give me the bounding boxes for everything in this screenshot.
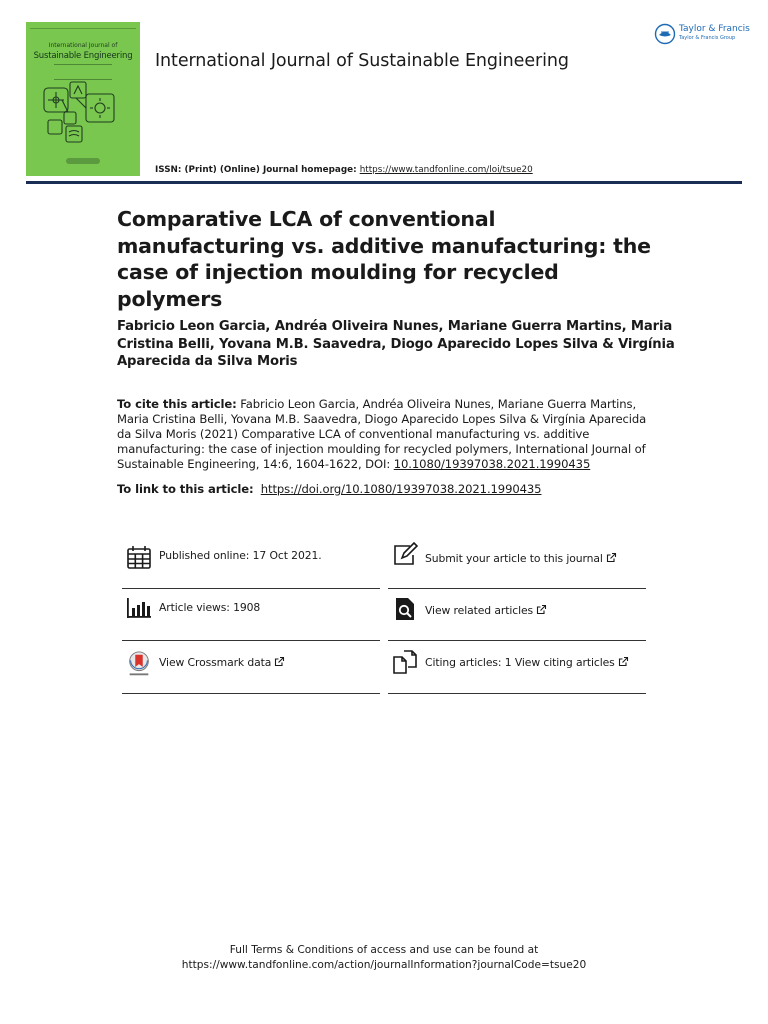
submit-article-text: Submit your article to this journal (425, 552, 603, 565)
crossmark-link[interactable] (159, 656, 285, 669)
external-link-icon (606, 552, 617, 563)
terms-url[interactable]: https://www.tandfonline.com/action/journalInformation?journalCode=tsue20 (181, 958, 587, 971)
edit-pencil-icon (392, 542, 418, 568)
link-label: To link to this article: (117, 482, 254, 496)
terms-line: Full Terms & Conditions of access and use can be found at (229, 944, 539, 956)
article-views-box (122, 588, 380, 641)
cite-label: To cite this article: (117, 397, 237, 411)
cover-title-line2: Sustainable Engineering (33, 51, 133, 61)
related-articles-text: View related articles (425, 604, 534, 617)
article-authors: Fabricio Leon Garcia, Andréa Oliveira Nunes, Mariane Guerra Martins, Maria Cristina Belli, Yovana M.B. Saavedra, Diogo Aparecido Lopes Silva & Virgínia Aparecida da Silva Moris (117, 319, 675, 369)
issn-label: ISSN: (Print) (Online) Journal homepage: (155, 165, 360, 175)
crossmark-text: View Crossmark data (159, 656, 272, 669)
citing-articles-link[interactable] (425, 656, 629, 669)
publisher-group: Taylor & Francis Group (679, 35, 736, 41)
cover-publisher-mark (66, 158, 100, 164)
citing-documents-icon (392, 649, 418, 675)
journal-cover (26, 22, 140, 176)
header-divider (26, 181, 742, 184)
citing-articles-box[interactable] (388, 641, 646, 694)
crossmark-box[interactable] (122, 641, 380, 694)
citation-block (117, 397, 657, 472)
citing-articles-text: Citing articles: 1 View citing articles (425, 656, 615, 669)
calendar-icon (126, 544, 152, 570)
external-link-icon (536, 604, 547, 615)
submit-article-link[interactable] (425, 552, 617, 565)
cover-title-line1: International Journal of (48, 42, 118, 49)
journal-name: International Journal of Sustainable Engineering (155, 51, 569, 71)
cover-illustration-icon (40, 78, 130, 158)
cover-top-rule (30, 28, 136, 33)
external-link-icon (274, 656, 285, 667)
search-document-icon (392, 596, 418, 622)
submit-article-box[interactable] (388, 536, 646, 589)
article-title: Comparative LCA of conventional manufacturing vs. additive manufacturing: the case of injection moulding for recycled polymers (117, 207, 651, 311)
cite-text: Fabricio Leon Garcia, Andréa Oliveira Nunes, Mariane Guerra Martins, Maria Cristina Belli, Yovana M.B. Saavedra, Diogo Aparecido Lopes Silva & Virgínia Aparecida da Silva Moris (2021) Comparative LCA of conventional manufacturing vs. additive manufacturing: the case of injection moulding for recycled polymers, International Journal of Sustainable Engineering, 14:6, 1604-1622, DOI: (117, 397, 647, 471)
taylor-francis-logo-icon (654, 23, 676, 45)
bar-chart-icon (126, 596, 152, 622)
article-doi-url-link[interactable]: https://doi.org/10.1080/19397038.2021.1990435 (260, 482, 542, 496)
article-views-text: Article views: 1908 (159, 601, 261, 614)
article-link-line (117, 482, 541, 496)
doi-link[interactable]: 10.1080/19397038.2021.1990435 (393, 457, 591, 471)
crossmark-icon (126, 651, 152, 679)
terms-footer (0, 943, 768, 972)
published-online-box (122, 536, 380, 589)
publisher-name: Taylor & Francis (679, 24, 750, 34)
external-link-icon (618, 656, 629, 667)
related-articles-link[interactable] (425, 604, 547, 617)
published-online-text: Published online: 17 Oct 2021. (159, 549, 322, 562)
publisher-logo (654, 21, 750, 49)
related-articles-box[interactable] (388, 588, 646, 641)
issn-line (155, 165, 533, 175)
journal-homepage-link[interactable]: https://www.tandfonline.com/loi/tsue20 (359, 165, 533, 175)
